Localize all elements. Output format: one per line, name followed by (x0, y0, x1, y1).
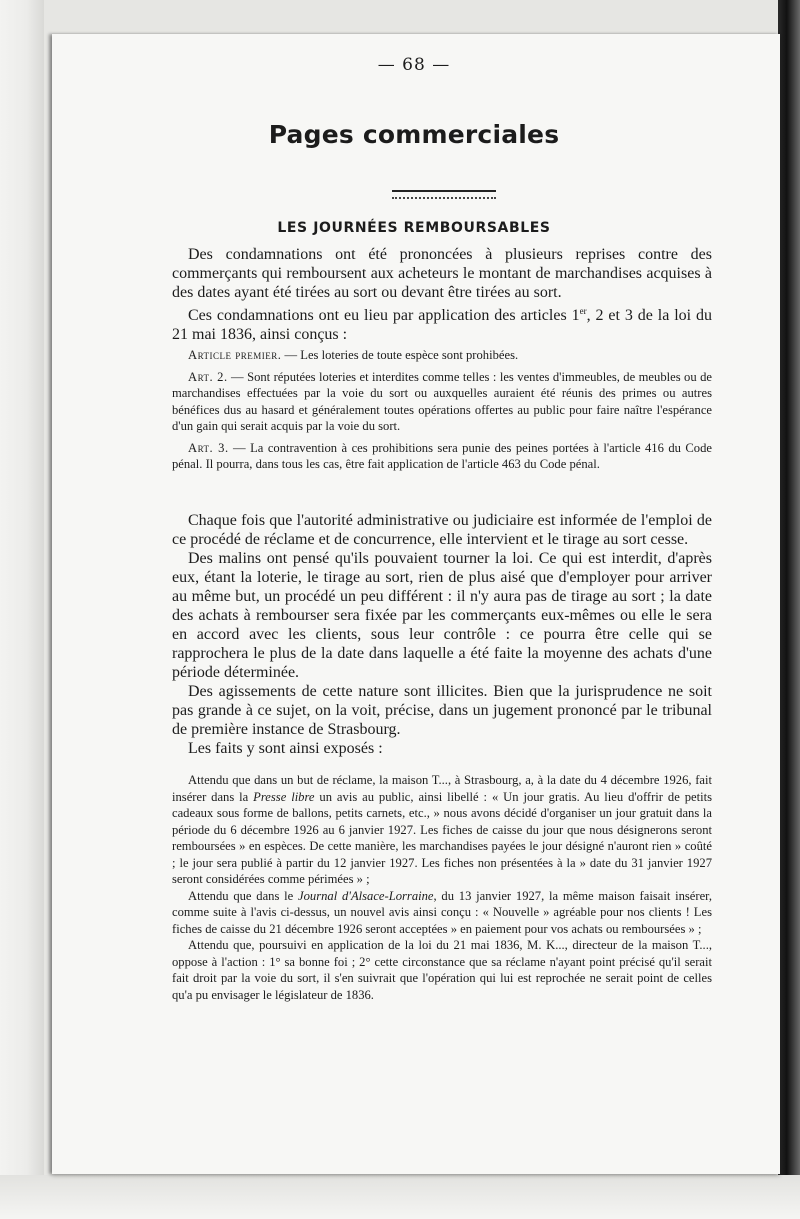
scan-edge-shadow (778, 0, 800, 1219)
title-underline-rule (392, 190, 496, 199)
superscript: er (579, 306, 587, 316)
article-heading: LES JOURNÉES REMBOURSABLES (277, 220, 551, 236)
page-number: — 68 — (377, 55, 451, 75)
body-paragraph: Des malins ont pensé qu'ils pouvaient tourner la loi. Ce qui est interdit, d'après eux, étant la loterie, le tirage au sort, rien de plus aisé que d'employer pour arriver au même but, un procédé un peu différent : il n'y aura pas de tirage au sort ; la date des achats à rembourser sera fixée par les commerçants eux-mêmes ou elle le sera en accord avec les clients, sous leur contrôle : ce pourra être celle qui se rapprochera le plus de la date dans laquelle a été faite la moyenne des achats d'une période déterminée. (172, 550, 712, 681)
judgment-text: Attendu que dans un but de réclame, la maison T..., à Strasbourg, a, à la date du 4 décembre 1926, fait insérer dans la (172, 773, 712, 804)
law-article (172, 440, 712, 473)
intro-text (172, 245, 712, 344)
intro-paragraph-text: Ces condamnations ont eu lieu par application des articles 1 (188, 307, 580, 324)
law-article-text: — La contravention à ces prohibitions sera punie des peines portées à l'article 416 du Code pénal. Il pourra, dans tous les cas, être fait application de l'article 463 du Code pénal. (172, 440, 712, 471)
newspaper-name: Journal d'Alsace-Lorraine (298, 888, 434, 903)
facing-page-edge (0, 0, 44, 1219)
law-article-text: — Sont réputées loteries et interdites comme telles : les ventes d'immeubles, de meubles ou de marchandises effectuées par la voie du sort ou auxquelles auraient été réunis des primes ou autres bénéfices dus au hasard et généralement toutes opérations offertes au public pour faire naître l'espérance d'un gain qui serait acquis par la voie du sort. (172, 369, 712, 433)
newspaper-name: Presse libre (253, 789, 315, 804)
law-article (172, 347, 712, 364)
intro-paragraph-articles (172, 302, 712, 344)
judgment-text: Attendu que dans le (188, 888, 299, 903)
judgment-quote (172, 772, 712, 1003)
scanner-bed (0, 1175, 800, 1219)
judgment-paragraph (172, 772, 712, 888)
law-article-label: Art. 3. (188, 440, 229, 455)
law-article-label: Article premier. (188, 348, 282, 362)
main-text (172, 511, 712, 758)
body-paragraph: Les faits y sont ainsi exposés : (188, 740, 383, 757)
judgment-paragraph (172, 888, 712, 938)
law-article-text: — Les loteries de toute espèce sont prohibées. (281, 348, 519, 362)
body-paragraph: Des agissements de cette nature sont illicites. Bien que la jurisprudence ne soit pas grande à ce sujet, on la voit, précise, dans un jugement prononcé par le tribunal de première instance de Strasbourg. (172, 683, 712, 738)
law-articles (172, 347, 712, 478)
body-paragraph: Chaque fois que l'autorité administrative ou judiciaire est informée de l'emploi de ce procédé de réclame et de concurrence, elle intervient et le tirage au sort cesse. (172, 512, 712, 548)
law-article-label: Art. 2. (188, 369, 228, 384)
intro-paragraph-text: , 2 et 3 de la loi du 21 mai 1836, ainsi conçus : (172, 307, 712, 343)
section-title: Pages commerciales (268, 120, 560, 149)
judgment-text: , du 13 janvier 1927, la même maison faisait insérer, comme suite à l'avis ci-dessus, un nouvel avis ainsi conçu : « Nouvelle » agréable pour nos clients ! Les fiches de caisse du 21 décembre 1926 seront acceptées » en paiement pour vos achats ou remboursées » ; (172, 888, 713, 936)
intro-paragraph: Des condamnations ont été prononcées à plusieurs reprises contre des commerçants qui remboursent aux acheteurs le montant de marchandises acquises à des dates ayant été tirées au sort ou devant être tirées au sort. (172, 246, 712, 301)
law-article (172, 369, 712, 435)
judgment-paragraph: Attendu que, poursuivi en application de la loi du 21 mai 1836, M. K..., directeur de la maison T..., oppose à l'action : 1° sa bonne foi ; 2° cette circonstance que sa réclame n'ayant point précisé qu'il serait fait droit par la voie du sort, il s'en suivrait que l'opération qui lui est reprochée ne serait point de celles qu'a pu envisager le législateur de 1836. (172, 938, 712, 1002)
judgment-text: un avis au public, ainsi libellé : « Un jour gratis. Au lieu d'offrir de petits cadeaux sous forme de ballons, petits carnets, etc., » nous avons décidé d'organiser un jour gratuit dans la période du 6 décembre 1926 au 6 janvier 1927. Les fiches de caisse du jour que nous désignerons seront remboursées » en espèces. De cette manière, les marchandises payées le jour désigné n'auront rien » coûté ; le jour sera publié à partir du 12 janvier 1927. Les fiches non présentées à la » date du 31 janvier 1927 seront considérées comme périmées » ; (172, 789, 712, 886)
